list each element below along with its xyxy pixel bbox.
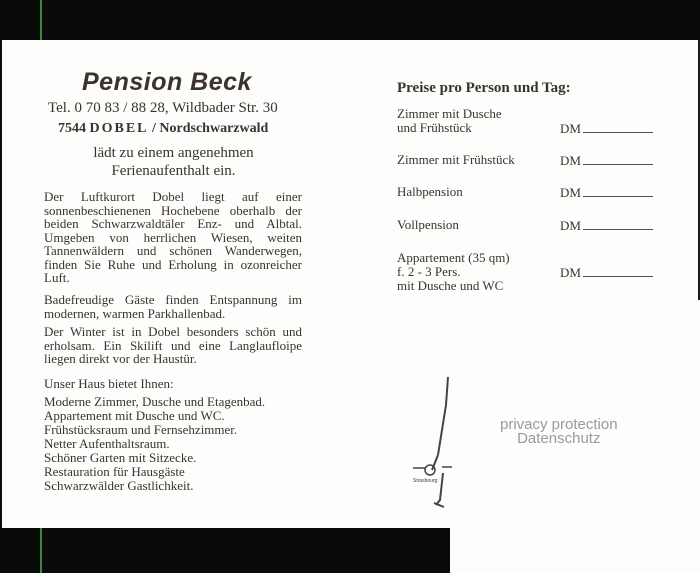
price-row-fruehstueck [397, 153, 515, 167]
paragraph-winter: Der Winter ist in Dobel besonders schön und erholsam. Ein Skilift und eine Langlaufloipe liegen direkt vor der Haustür. [44, 324, 302, 366]
postcard-lower-right [450, 528, 700, 573]
region: / Nordschwarzwald [152, 121, 269, 136]
stamp-text: Strasbourg [413, 478, 438, 484]
offer-item: Moderne Zimmer, Dusche und Etagenbad. [44, 394, 266, 409]
town-line [58, 121, 268, 137]
intro-line: Ferienaufenthalt ein. [111, 163, 236, 179]
price-label: Zimmer mit Dusche [397, 106, 502, 121]
postmark-stamp-icon [410, 375, 455, 510]
telephone-address: Tel. 0 70 83 / 88 28, Wildbader Str. 30 [48, 100, 278, 116]
paragraph-location: Der Luftkurort Dobel liegt auf einer sonnenbeschienenen Hochebene oberhalb der beiden Schwarzwaldtäler Enz- und Albtal. Umgeben von herrlichen Wiesen, weiten Tannenwäldern und schönen Wanderwegen, finden Sie Ruhe und Erholung in ozonreicher Luft. [44, 189, 302, 285]
watermark-line: privacy protection [500, 416, 618, 433]
offer-item: Appartement mit Dusche und WC. [44, 408, 225, 423]
blank-line [583, 266, 653, 277]
offer-item: Restauration für Hausgäste [44, 464, 185, 479]
price-row-appartement [397, 251, 510, 293]
blank-line [583, 122, 653, 133]
postcode: 7544 [58, 121, 86, 136]
price-field [560, 218, 653, 234]
offer-item: Schwarzwälder Gastlichkeit. [44, 478, 194, 493]
price-label: Vollpension [397, 217, 459, 232]
paragraph-pool: Badefreudige Gäste finden Entspannung im modernen, warmen Parkhallenbad. [44, 292, 302, 321]
edge-line-bottom [40, 528, 42, 573]
edge-line-top [40, 0, 42, 40]
top-border [0, 0, 700, 40]
currency-label: DM [560, 121, 581, 136]
price-label: Appartement (35 qm) [397, 250, 510, 265]
currency-label: DM [560, 265, 581, 280]
price-row-halbpension [397, 185, 463, 199]
blank-line [583, 219, 653, 230]
currency-label: DM [560, 153, 581, 168]
watermark-line: Datenschutz [517, 430, 601, 447]
price-label: Halbpension [397, 184, 463, 199]
price-field [560, 121, 653, 137]
price-label: Zimmer mit Frühstück [397, 152, 515, 167]
town-name: DOBEL [89, 121, 149, 136]
currency-label: DM [560, 185, 581, 200]
offer-item: Netter Aufenthaltsraum. [44, 436, 170, 451]
bottom-border [0, 528, 450, 573]
price-label: mit Dusche und WC [397, 278, 504, 293]
price-label: und Frühstück [397, 120, 472, 135]
intro-text [45, 144, 302, 180]
offer-item: Schöner Garten mit Sitzecke. [44, 450, 197, 465]
price-label: f. 2 - 3 Pers. [397, 264, 461, 279]
price-row-vollpension [397, 218, 459, 232]
offer-item: Frühstücksraum und Fernsehzimmer. [44, 422, 238, 437]
blank-line [583, 186, 653, 197]
blank-line [583, 154, 653, 165]
prices-heading: Preise pro Person und Tag: [397, 80, 571, 96]
price-row-dusche [397, 107, 502, 135]
price-field [560, 185, 653, 201]
price-field [560, 153, 653, 169]
price-field [560, 265, 653, 281]
offer-list [44, 395, 265, 493]
privacy-watermark [500, 418, 618, 446]
currency-label: DM [560, 218, 581, 233]
offer-heading: Unser Haus bietet Ihnen: [44, 376, 174, 391]
pension-title: Pension Beck [82, 68, 252, 96]
intro-line: lädt zu einem angenehmen [93, 145, 254, 161]
